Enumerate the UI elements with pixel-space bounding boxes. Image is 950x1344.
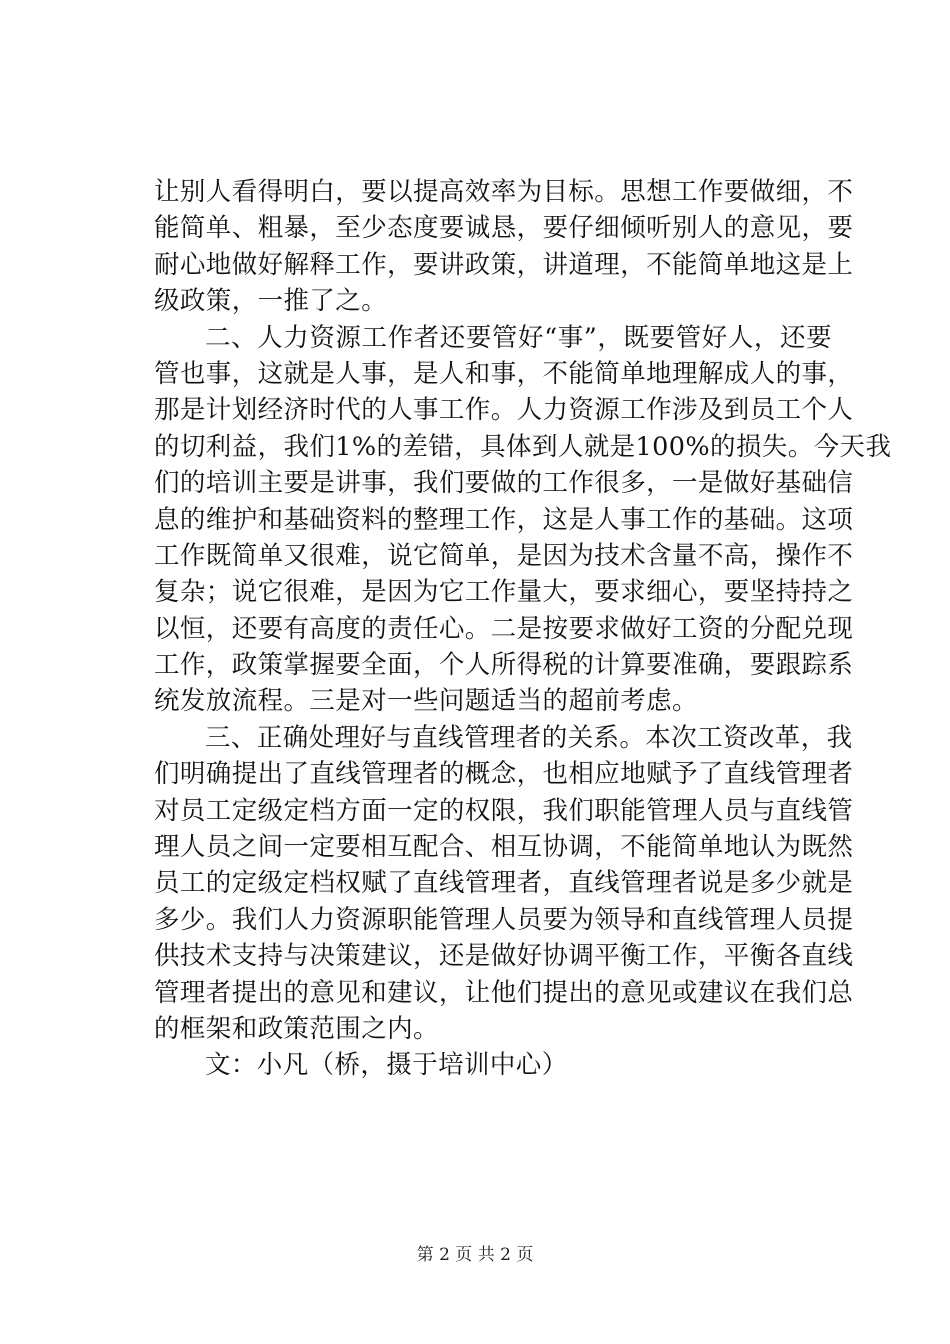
text-line: 耐心地做好解释工作，要讲政策，讲道理，不能简单地这是上 [154, 249, 854, 280]
text-line: 管也事，这就是人事，是人和事，不能简单地理解成人的事， [154, 358, 854, 389]
text-line: 理人员之间一定要相互配合、相互协调，不能简单地认为既然 [154, 832, 854, 863]
text-line: 工作既简单又很难，说它简单，是因为技术含量不高，操作不 [154, 540, 854, 571]
author-credit: 文：小凡（桥，摄于培训中心） [205, 1050, 568, 1081]
text-line: 级政策，一推了之。 [154, 286, 388, 317]
text-line: 统发放流程。三是对一些问题适当的超前考虑。 [154, 686, 698, 717]
text-line: 员工的定级定档权赋了直线管理者，直线管理者说是多少就是 [154, 868, 854, 899]
text-line: 的切利益，我们1%的差错，具体到人就是100%的损失。今天我 [154, 431, 892, 462]
text-line: 对员工定级定档方面一定的权限，我们职能管理人员与直线管 [154, 795, 854, 826]
text-line: 工作，政策掌握要全面，个人所得税的计算要准确，要跟踪系 [154, 650, 854, 681]
text-line: 息的维护和基础资料的整理工作，这是人事工作的基础。这项 [154, 504, 854, 535]
text-line: 那是计划经济时代的人事工作。人力资源工作涉及到员工个人 [154, 395, 854, 426]
text-line: 复杂；说它很难，是因为它工作量大，要求细心，要坚持持之 [154, 577, 854, 608]
text-line: 让别人看得明白，要以提高效率为目标。思想工作要做细，不 [154, 177, 854, 207]
text-line: 们明确提出了直线管理者的概念，也相应地赋予了直线管理者 [154, 759, 854, 790]
article-body [154, 174, 892, 1084]
text-line: 供技术支持与决策建议，还是做好协调平衡工作，平衡各直线 [154, 941, 854, 972]
text-line: 管理者提出的意见和建议，让他们提出的意见或建议在我们总 [154, 977, 854, 1008]
text-line: 二、人力资源工作者还要管好“事”，既要管好人，还要 [205, 322, 832, 353]
text-line: 多少。我们人力资源职能管理人员要为领导和直线管理人员提 [154, 904, 854, 935]
text-line: 能简单、粗暴，至少态度要诚恳，要仔细倾听别人的意见，要 [154, 213, 854, 244]
text-line: 们的培训主要是讲事，我们要做的工作很多，一是做好基础信 [154, 468, 854, 499]
text-line: 三、正确处理好与直线管理者的关系。本次工资改革，我 [205, 722, 853, 753]
page-number-footer: 第 2 页 共 2 页 [416, 1245, 534, 1265]
text-line: 以恒，还要有高度的责任心。二是按要求做好工资的分配兑现 [154, 613, 854, 644]
text-line: 的框架和政策范围之内。 [154, 1013, 439, 1044]
